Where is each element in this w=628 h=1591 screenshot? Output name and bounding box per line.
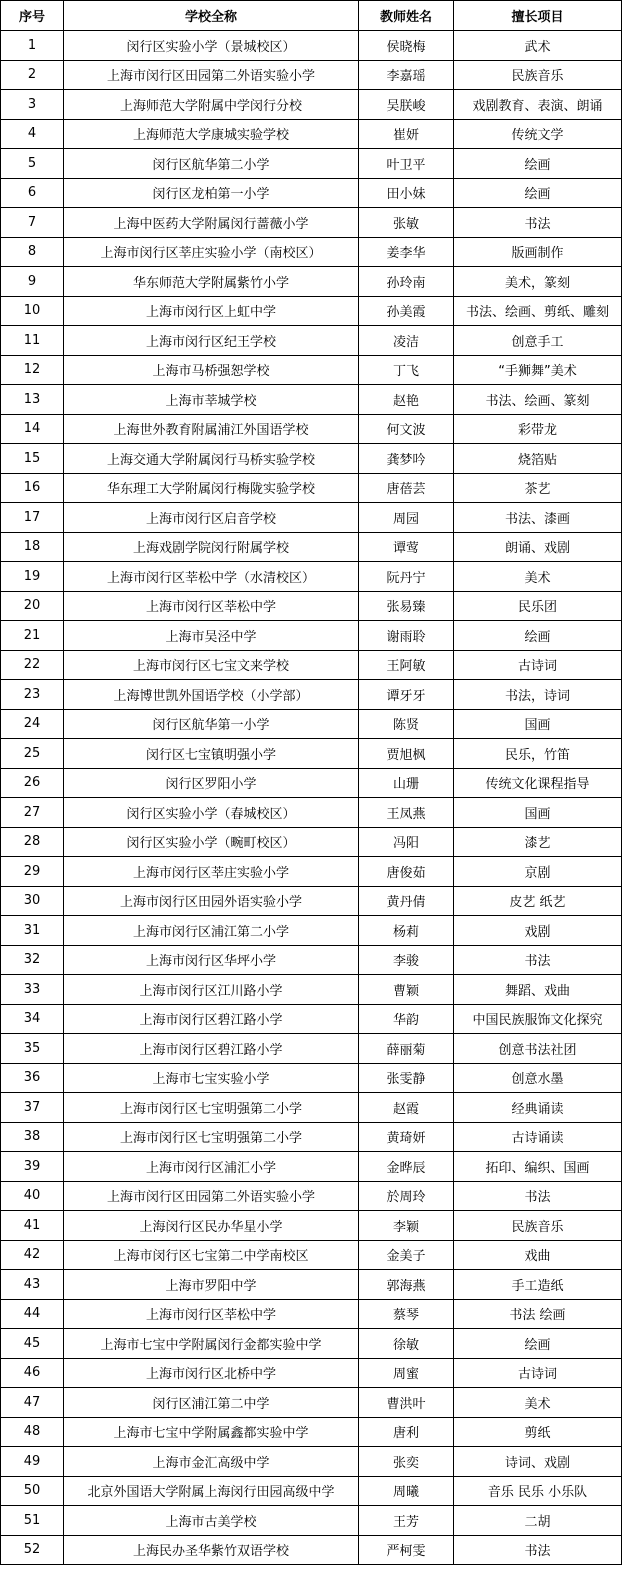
table-row xyxy=(1,326,622,356)
table-row xyxy=(1,296,622,326)
cell-index: 33 xyxy=(1,975,64,1005)
cell-index: 34 xyxy=(1,1004,64,1034)
cell-school: 上海市吴泾中学 xyxy=(64,621,359,651)
cell-index: 15 xyxy=(1,444,64,474)
cell-index: 46 xyxy=(1,1358,64,1388)
cell-specialty: 书法、绘画、篆刻 xyxy=(454,385,622,415)
table-row xyxy=(1,709,622,739)
cell-specialty: 民乐团 xyxy=(454,591,622,621)
cell-teacher: 周曦 xyxy=(359,1476,454,1506)
cell-index: 6 xyxy=(1,178,64,208)
table-row xyxy=(1,945,622,975)
cell-teacher: 赵霞 xyxy=(359,1093,454,1123)
cell-teacher: 冯阳 xyxy=(359,827,454,857)
cell-teacher: 严柯雯 xyxy=(359,1535,454,1565)
cell-index: 4 xyxy=(1,119,64,149)
cell-school: 上海市闵行区江川路小学 xyxy=(64,975,359,1005)
cell-specialty: 美术 xyxy=(454,562,622,592)
cell-teacher: 叶卫平 xyxy=(359,149,454,179)
cell-school: 华东理工大学附属闵行梅陇实验学校 xyxy=(64,473,359,503)
table-row xyxy=(1,355,622,385)
table-row xyxy=(1,90,622,120)
cell-teacher: 侯晓梅 xyxy=(359,31,454,61)
cell-school: 上海市闵行区田园第二外语实验小学 xyxy=(64,1181,359,1211)
cell-teacher: 华韵 xyxy=(359,1004,454,1034)
cell-specialty: 书法 xyxy=(454,1181,622,1211)
cell-index: 27 xyxy=(1,798,64,828)
cell-specialty: 传统文学 xyxy=(454,119,622,149)
cell-specialty: 绘画 xyxy=(454,149,622,179)
cell-specialty: 创意水墨 xyxy=(454,1063,622,1093)
cell-specialty: 绘画 xyxy=(454,621,622,651)
cell-school: 上海市闵行区七宝第二中学南校区 xyxy=(64,1240,359,1270)
cell-index: 35 xyxy=(1,1034,64,1064)
cell-specialty: 戏剧教育、表演、朗诵 xyxy=(454,90,622,120)
cell-index: 5 xyxy=(1,149,64,179)
table-row xyxy=(1,60,622,90)
cell-school: 上海戏剧学院闵行附属学校 xyxy=(64,532,359,562)
cell-specialty: 传统文化课程指导 xyxy=(454,768,622,798)
cell-index: 52 xyxy=(1,1535,64,1565)
cell-school: 上海博世凯外国语学校（小学部） xyxy=(64,680,359,710)
table-row xyxy=(1,886,622,916)
cell-specialty: 创意手工 xyxy=(454,326,622,356)
cell-index: 41 xyxy=(1,1211,64,1241)
cell-specialty: 戏曲 xyxy=(454,1240,622,1270)
cell-index: 18 xyxy=(1,532,64,562)
table-row xyxy=(1,739,622,769)
cell-school: 上海市闵行区莘松中学 xyxy=(64,1299,359,1329)
cell-specialty: 戏剧 xyxy=(454,916,622,946)
cell-teacher: 谭牙牙 xyxy=(359,680,454,710)
table-row xyxy=(1,768,622,798)
cell-index: 36 xyxy=(1,1063,64,1093)
cell-specialty: 剪纸 xyxy=(454,1417,622,1447)
table-row xyxy=(1,1417,622,1447)
cell-index: 24 xyxy=(1,709,64,739)
table-row xyxy=(1,385,622,415)
cell-specialty: 书法 xyxy=(454,208,622,238)
cell-school: 上海师范大学附属中学闵行分校 xyxy=(64,90,359,120)
cell-school: 上海市七宝实验小学 xyxy=(64,1063,359,1093)
cell-index: 14 xyxy=(1,414,64,444)
cell-school: 上海市闵行区碧江路小学 xyxy=(64,1034,359,1064)
cell-teacher: 贾旭枫 xyxy=(359,739,454,769)
table-row xyxy=(1,267,622,297)
cell-index: 40 xyxy=(1,1181,64,1211)
cell-specialty: 美术，篆刻 xyxy=(454,267,622,297)
cell-school: 闵行区浦江第二中学 xyxy=(64,1388,359,1418)
table-row xyxy=(1,149,622,179)
cell-specialty: 二胡 xyxy=(454,1506,622,1536)
cell-index: 3 xyxy=(1,90,64,120)
cell-index: 45 xyxy=(1,1329,64,1359)
cell-specialty: 经典诵读 xyxy=(454,1093,622,1123)
cell-index: 1 xyxy=(1,31,64,61)
cell-teacher: 谭莺 xyxy=(359,532,454,562)
cell-teacher: 徐敏 xyxy=(359,1329,454,1359)
cell-index: 37 xyxy=(1,1093,64,1123)
table-row xyxy=(1,1152,622,1182)
table-row xyxy=(1,1270,622,1300)
cell-school: 闵行区七宝镇明强小学 xyxy=(64,739,359,769)
table-row xyxy=(1,916,622,946)
table-row xyxy=(1,1358,622,1388)
cell-index: 44 xyxy=(1,1299,64,1329)
cell-specialty: 书法、漆画 xyxy=(454,503,622,533)
cell-teacher: 崔妍 xyxy=(359,119,454,149)
cell-school: 上海市闵行区莘松中学 xyxy=(64,591,359,621)
table-row xyxy=(1,827,622,857)
cell-teacher: 郭海燕 xyxy=(359,1270,454,1300)
cell-school: 闵行区实验小学（景城校区） xyxy=(64,31,359,61)
cell-specialty: 书法 xyxy=(454,945,622,975)
cell-specialty: 拓印、编织、国画 xyxy=(454,1152,622,1182)
cell-school: 闵行区实验小学（畹町校区） xyxy=(64,827,359,857)
cell-specialty: 绘画 xyxy=(454,1329,622,1359)
cell-index: 22 xyxy=(1,650,64,680)
cell-school: 北京外国语大学附属上海闵行田园高级中学 xyxy=(64,1476,359,1506)
cell-school: 上海市闵行区华坪小学 xyxy=(64,945,359,975)
cell-index: 8 xyxy=(1,237,64,267)
header-index: 序号 xyxy=(1,1,64,31)
cell-teacher: 田小妹 xyxy=(359,178,454,208)
cell-teacher: 王阿敏 xyxy=(359,650,454,680)
cell-school: 上海市莘城学校 xyxy=(64,385,359,415)
cell-specialty: 京剧 xyxy=(454,857,622,887)
cell-school: 上海市古美学校 xyxy=(64,1506,359,1536)
cell-school: 上海市金汇高级中学 xyxy=(64,1447,359,1477)
cell-specialty: 诗词、戏剧 xyxy=(454,1447,622,1477)
cell-teacher: 张奕 xyxy=(359,1447,454,1477)
cell-school: 闵行区罗阳小学 xyxy=(64,768,359,798)
cell-specialty: 书法 绘画 xyxy=(454,1299,622,1329)
cell-teacher: 龚梦吟 xyxy=(359,444,454,474)
cell-index: 28 xyxy=(1,827,64,857)
cell-teacher: 张敏 xyxy=(359,208,454,238)
cell-specialty: 书法，诗词 xyxy=(454,680,622,710)
header-school: 学校全称 xyxy=(64,1,359,31)
cell-specialty: 舞蹈、戏曲 xyxy=(454,975,622,1005)
table-row xyxy=(1,1063,622,1093)
cell-index: 48 xyxy=(1,1417,64,1447)
cell-school: 上海中医药大学附属闵行蔷薇小学 xyxy=(64,208,359,238)
cell-index: 30 xyxy=(1,886,64,916)
cell-teacher: 凌洁 xyxy=(359,326,454,356)
table-row xyxy=(1,1181,622,1211)
cell-specialty: 绘画 xyxy=(454,178,622,208)
table-row xyxy=(1,532,622,562)
cell-school: 上海市闵行区七宝明强第二小学 xyxy=(64,1122,359,1152)
cell-school: 上海市闵行区七宝文来学校 xyxy=(64,650,359,680)
cell-teacher: 黄丹倩 xyxy=(359,886,454,916)
cell-index: 43 xyxy=(1,1270,64,1300)
cell-school: 上海市闵行区莘庄实验小学（南校区） xyxy=(64,237,359,267)
cell-teacher: 阮丹宁 xyxy=(359,562,454,592)
table-row xyxy=(1,1535,622,1565)
cell-school: 闵行区实验小学（春城校区） xyxy=(64,798,359,828)
cell-teacher: 孙美霞 xyxy=(359,296,454,326)
cell-teacher: 蔡琴 xyxy=(359,1299,454,1329)
cell-school: 上海市闵行区田园第二外语实验小学 xyxy=(64,60,359,90)
cell-specialty: 民乐，竹笛 xyxy=(454,739,622,769)
cell-specialty: 民族音乐 xyxy=(454,1211,622,1241)
cell-index: 9 xyxy=(1,267,64,297)
cell-index: 39 xyxy=(1,1152,64,1182)
cell-specialty: 国画 xyxy=(454,798,622,828)
cell-school: 上海市闵行区北桥中学 xyxy=(64,1358,359,1388)
cell-specialty: 创意书法社团 xyxy=(454,1034,622,1064)
cell-school: 上海民办圣华紫竹双语学校 xyxy=(64,1535,359,1565)
cell-school: 上海市七宝中学附属闵行金都实验中学 xyxy=(64,1329,359,1359)
table-row xyxy=(1,975,622,1005)
table-row xyxy=(1,119,622,149)
cell-teacher: 杨莉 xyxy=(359,916,454,946)
cell-index: 50 xyxy=(1,1476,64,1506)
cell-teacher: 谢雨聆 xyxy=(359,621,454,651)
cell-school: 上海市闵行区浦江第二小学 xyxy=(64,916,359,946)
cell-index: 26 xyxy=(1,768,64,798)
cell-school: 上海师范大学康城实验学校 xyxy=(64,119,359,149)
cell-teacher: 张雯静 xyxy=(359,1063,454,1093)
table-row xyxy=(1,1093,622,1123)
table-row xyxy=(1,1447,622,1477)
cell-index: 49 xyxy=(1,1447,64,1477)
header-teacher: 教师姓名 xyxy=(359,1,454,31)
cell-index: 7 xyxy=(1,208,64,238)
cell-specialty: 美术 xyxy=(454,1388,622,1418)
cell-teacher: 金晔辰 xyxy=(359,1152,454,1182)
table-row xyxy=(1,680,622,710)
cell-index: 11 xyxy=(1,326,64,356)
cell-index: 29 xyxy=(1,857,64,887)
table-row xyxy=(1,1034,622,1064)
cell-specialty: 武术 xyxy=(454,31,622,61)
cell-index: 25 xyxy=(1,739,64,769)
cell-specialty: 漆艺 xyxy=(454,827,622,857)
table-row xyxy=(1,1388,622,1418)
cell-teacher: 山珊 xyxy=(359,768,454,798)
cell-index: 20 xyxy=(1,591,64,621)
cell-specialty: 书法、绘画、剪纸、雕刻 xyxy=(454,296,622,326)
table-row xyxy=(1,1299,622,1329)
cell-specialty: 版画制作 xyxy=(454,237,622,267)
table-row xyxy=(1,237,622,267)
cell-teacher: 丁飞 xyxy=(359,355,454,385)
cell-specialty: 书法 xyxy=(454,1535,622,1565)
cell-index: 23 xyxy=(1,680,64,710)
cell-school: 上海市闵行区碧江路小学 xyxy=(64,1004,359,1034)
cell-teacher: 王芳 xyxy=(359,1506,454,1536)
cell-school: 上海交通大学附属闵行马桥实验学校 xyxy=(64,444,359,474)
cell-index: 32 xyxy=(1,945,64,975)
table-row xyxy=(1,414,622,444)
cell-specialty: 皮艺 纸艺 xyxy=(454,886,622,916)
cell-index: 21 xyxy=(1,621,64,651)
table-row xyxy=(1,798,622,828)
table-row xyxy=(1,621,622,651)
cell-index: 19 xyxy=(1,562,64,592)
cell-specialty: 朗诵、戏剧 xyxy=(454,532,622,562)
table-row xyxy=(1,1329,622,1359)
cell-teacher: 陈贤 xyxy=(359,709,454,739)
cell-index: 31 xyxy=(1,916,64,946)
cell-teacher: 周园 xyxy=(359,503,454,533)
cell-school: 上海市闵行区浦汇小学 xyxy=(64,1152,359,1182)
cell-school: 上海市马桥强恕学校 xyxy=(64,355,359,385)
cell-index: 16 xyxy=(1,473,64,503)
cell-teacher: 李嘉瑶 xyxy=(359,60,454,90)
cell-specialty: 古诗词 xyxy=(454,650,622,680)
cell-index: 12 xyxy=(1,355,64,385)
table-row xyxy=(1,1476,622,1506)
cell-school: 上海闵行区民办华星小学 xyxy=(64,1211,359,1241)
table-row xyxy=(1,562,622,592)
cell-teacher: 曹颖 xyxy=(359,975,454,1005)
cell-teacher: 李骏 xyxy=(359,945,454,975)
cell-index: 47 xyxy=(1,1388,64,1418)
table-row xyxy=(1,208,622,238)
cell-school: 上海市七宝中学附属鑫都实验中学 xyxy=(64,1417,359,1447)
table-row xyxy=(1,1506,622,1536)
cell-specialty: 茶艺 xyxy=(454,473,622,503)
cell-specialty: 烧箔贴 xyxy=(454,444,622,474)
table-row xyxy=(1,1240,622,1270)
cell-school: 闵行区航华第二小学 xyxy=(64,149,359,179)
cell-index: 13 xyxy=(1,385,64,415)
cell-teacher: 薛丽菊 xyxy=(359,1034,454,1064)
table-row xyxy=(1,31,622,61)
cell-teacher: 唐俊茹 xyxy=(359,857,454,887)
cell-index: 51 xyxy=(1,1506,64,1536)
cell-specialty: 中国民族服饰文化探究 xyxy=(454,1004,622,1034)
table-row xyxy=(1,857,622,887)
cell-school: 华东师范大学附属紫竹小学 xyxy=(64,267,359,297)
cell-specialty: 音乐 民乐 小乐队 xyxy=(454,1476,622,1506)
cell-teacher: 何文波 xyxy=(359,414,454,444)
table-row xyxy=(1,473,622,503)
cell-teacher: 於周玲 xyxy=(359,1181,454,1211)
header-specialty: 擅长项目 xyxy=(454,1,622,31)
cell-school: 上海市闵行区纪王学校 xyxy=(64,326,359,356)
cell-school: 上海市闵行区启音学校 xyxy=(64,503,359,533)
cell-teacher: 唐蓓芸 xyxy=(359,473,454,503)
cell-specialty: 手工造纸 xyxy=(454,1270,622,1300)
cell-school: 上海市闵行区七宝明强第二小学 xyxy=(64,1093,359,1123)
cell-teacher: 张易臻 xyxy=(359,591,454,621)
table-row xyxy=(1,650,622,680)
table-row xyxy=(1,591,622,621)
cell-school: 闵行区龙柏第一小学 xyxy=(64,178,359,208)
cell-school: 上海市闵行区莘松中学（水清校区） xyxy=(64,562,359,592)
table-row xyxy=(1,444,622,474)
cell-index: 38 xyxy=(1,1122,64,1152)
cell-teacher: 赵艳 xyxy=(359,385,454,415)
cell-school: 上海市闵行区上虹中学 xyxy=(64,296,359,326)
header-row xyxy=(1,1,622,31)
cell-teacher: 吴朕峻 xyxy=(359,90,454,120)
cell-specialty: 国画 xyxy=(454,709,622,739)
cell-school: 上海世外教育附属浦江外国语学校 xyxy=(64,414,359,444)
cell-school: 上海市罗阳中学 xyxy=(64,1270,359,1300)
cell-teacher: 唐利 xyxy=(359,1417,454,1447)
cell-teacher: 王凤燕 xyxy=(359,798,454,828)
cell-index: 10 xyxy=(1,296,64,326)
cell-specialty: 民族音乐 xyxy=(454,60,622,90)
cell-teacher: 黄琦妍 xyxy=(359,1122,454,1152)
table-row xyxy=(1,503,622,533)
cell-school: 上海市闵行区田园外语实验小学 xyxy=(64,886,359,916)
cell-specialty: 彩带龙 xyxy=(454,414,622,444)
cell-school: 上海市闵行区莘庄实验小学 xyxy=(64,857,359,887)
cell-teacher: 孙玲南 xyxy=(359,267,454,297)
cell-specialty: 古诗词 xyxy=(454,1358,622,1388)
table-row xyxy=(1,178,622,208)
cell-teacher: 姜李华 xyxy=(359,237,454,267)
table-row xyxy=(1,1004,622,1034)
table-row xyxy=(1,1122,622,1152)
cell-specialty: 古诗诵读 xyxy=(454,1122,622,1152)
cell-specialty: “手狮舞”美术 xyxy=(454,355,622,385)
cell-school: 闵行区航华第一小学 xyxy=(64,709,359,739)
table-row xyxy=(1,1211,622,1241)
cell-teacher: 李颖 xyxy=(359,1211,454,1241)
table-body xyxy=(1,31,622,1565)
cell-teacher: 曹洪叶 xyxy=(359,1388,454,1418)
cell-teacher: 周蜜 xyxy=(359,1358,454,1388)
cell-index: 17 xyxy=(1,503,64,533)
cell-index: 42 xyxy=(1,1240,64,1270)
cell-teacher: 金美子 xyxy=(359,1240,454,1270)
cell-index: 2 xyxy=(1,60,64,90)
